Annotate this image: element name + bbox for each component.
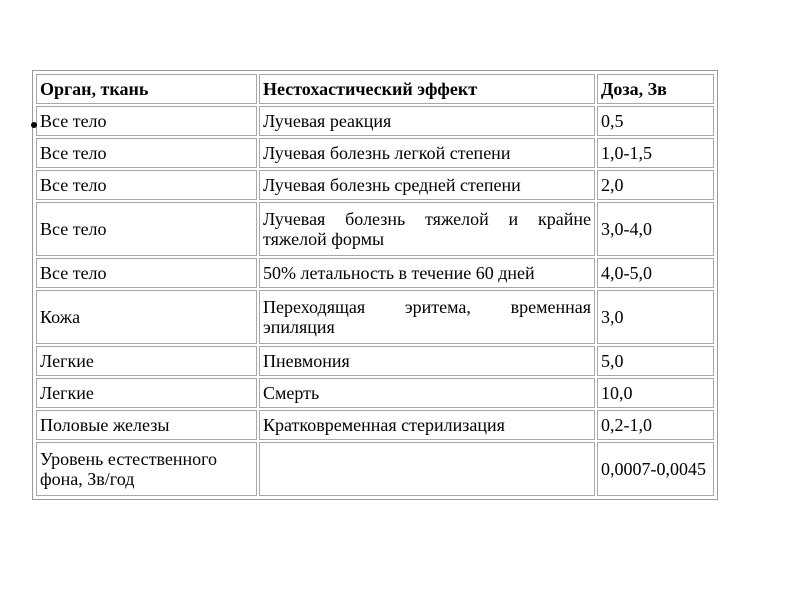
cell-organ: Все тело [36,202,257,256]
header-effect: Нестохастический эффект [259,74,595,104]
cell-dose: 1,0-1,5 [597,138,714,168]
cell-effect: Смерть [259,378,595,408]
cell-effect: Переходящая эритема, временная эпиляция [259,290,595,344]
table-row [36,106,714,136]
table-row [36,442,714,496]
cell-organ: Все тело [36,138,257,168]
cell-dose: 5,0 [597,346,714,376]
cell-effect: Лучевая реакция [259,106,595,136]
cell-organ: Половые железы [36,410,257,440]
cell-dose: 3,0 [597,290,714,344]
cell-organ: Легкие [36,378,257,408]
table-row [36,138,714,168]
bullet-dot [31,122,37,128]
header-organ: Орган, ткань [36,74,257,104]
table-row [36,202,714,256]
dose-effects-table [34,72,716,498]
cell-dose: 2,0 [597,170,714,200]
cell-effect: Кратковременная стерилизация [259,410,595,440]
cell-organ: Все тело [36,170,257,200]
cell-organ: Кожа [36,290,257,344]
table-row [36,170,714,200]
cell-effect: 50% летальность в течение 60 дней [259,258,595,288]
cell-effect: Лучевая болезнь легкой степени [259,138,595,168]
table-row [36,410,714,440]
cell-effect [259,442,595,496]
table-row [36,346,714,376]
cell-organ: Уровень естественного фона, Зв/год [36,442,257,496]
cell-dose: 0,5 [597,106,714,136]
cell-organ: Легкие [36,346,257,376]
table-row [36,378,714,408]
table-row [36,290,714,344]
cell-dose: 10,0 [597,378,714,408]
table-header-row [36,74,714,104]
dose-effects-table-frame [32,70,718,500]
cell-dose: 4,0-5,0 [597,258,714,288]
cell-effect: Пневмония [259,346,595,376]
cell-effect: Лучевая болезнь тяжелой и крайне тяжелой формы [259,202,595,256]
cell-organ: Все тело [36,106,257,136]
cell-dose: 3,0-4,0 [597,202,714,256]
table-row [36,258,714,288]
header-dose: Доза, Зв [597,74,714,104]
cell-dose: 0,2-1,0 [597,410,714,440]
cell-organ: Все тело [36,258,257,288]
cell-effect: Лучевая болезнь средней степени [259,170,595,200]
cell-dose: 0,0007-0,0045 [597,442,714,496]
